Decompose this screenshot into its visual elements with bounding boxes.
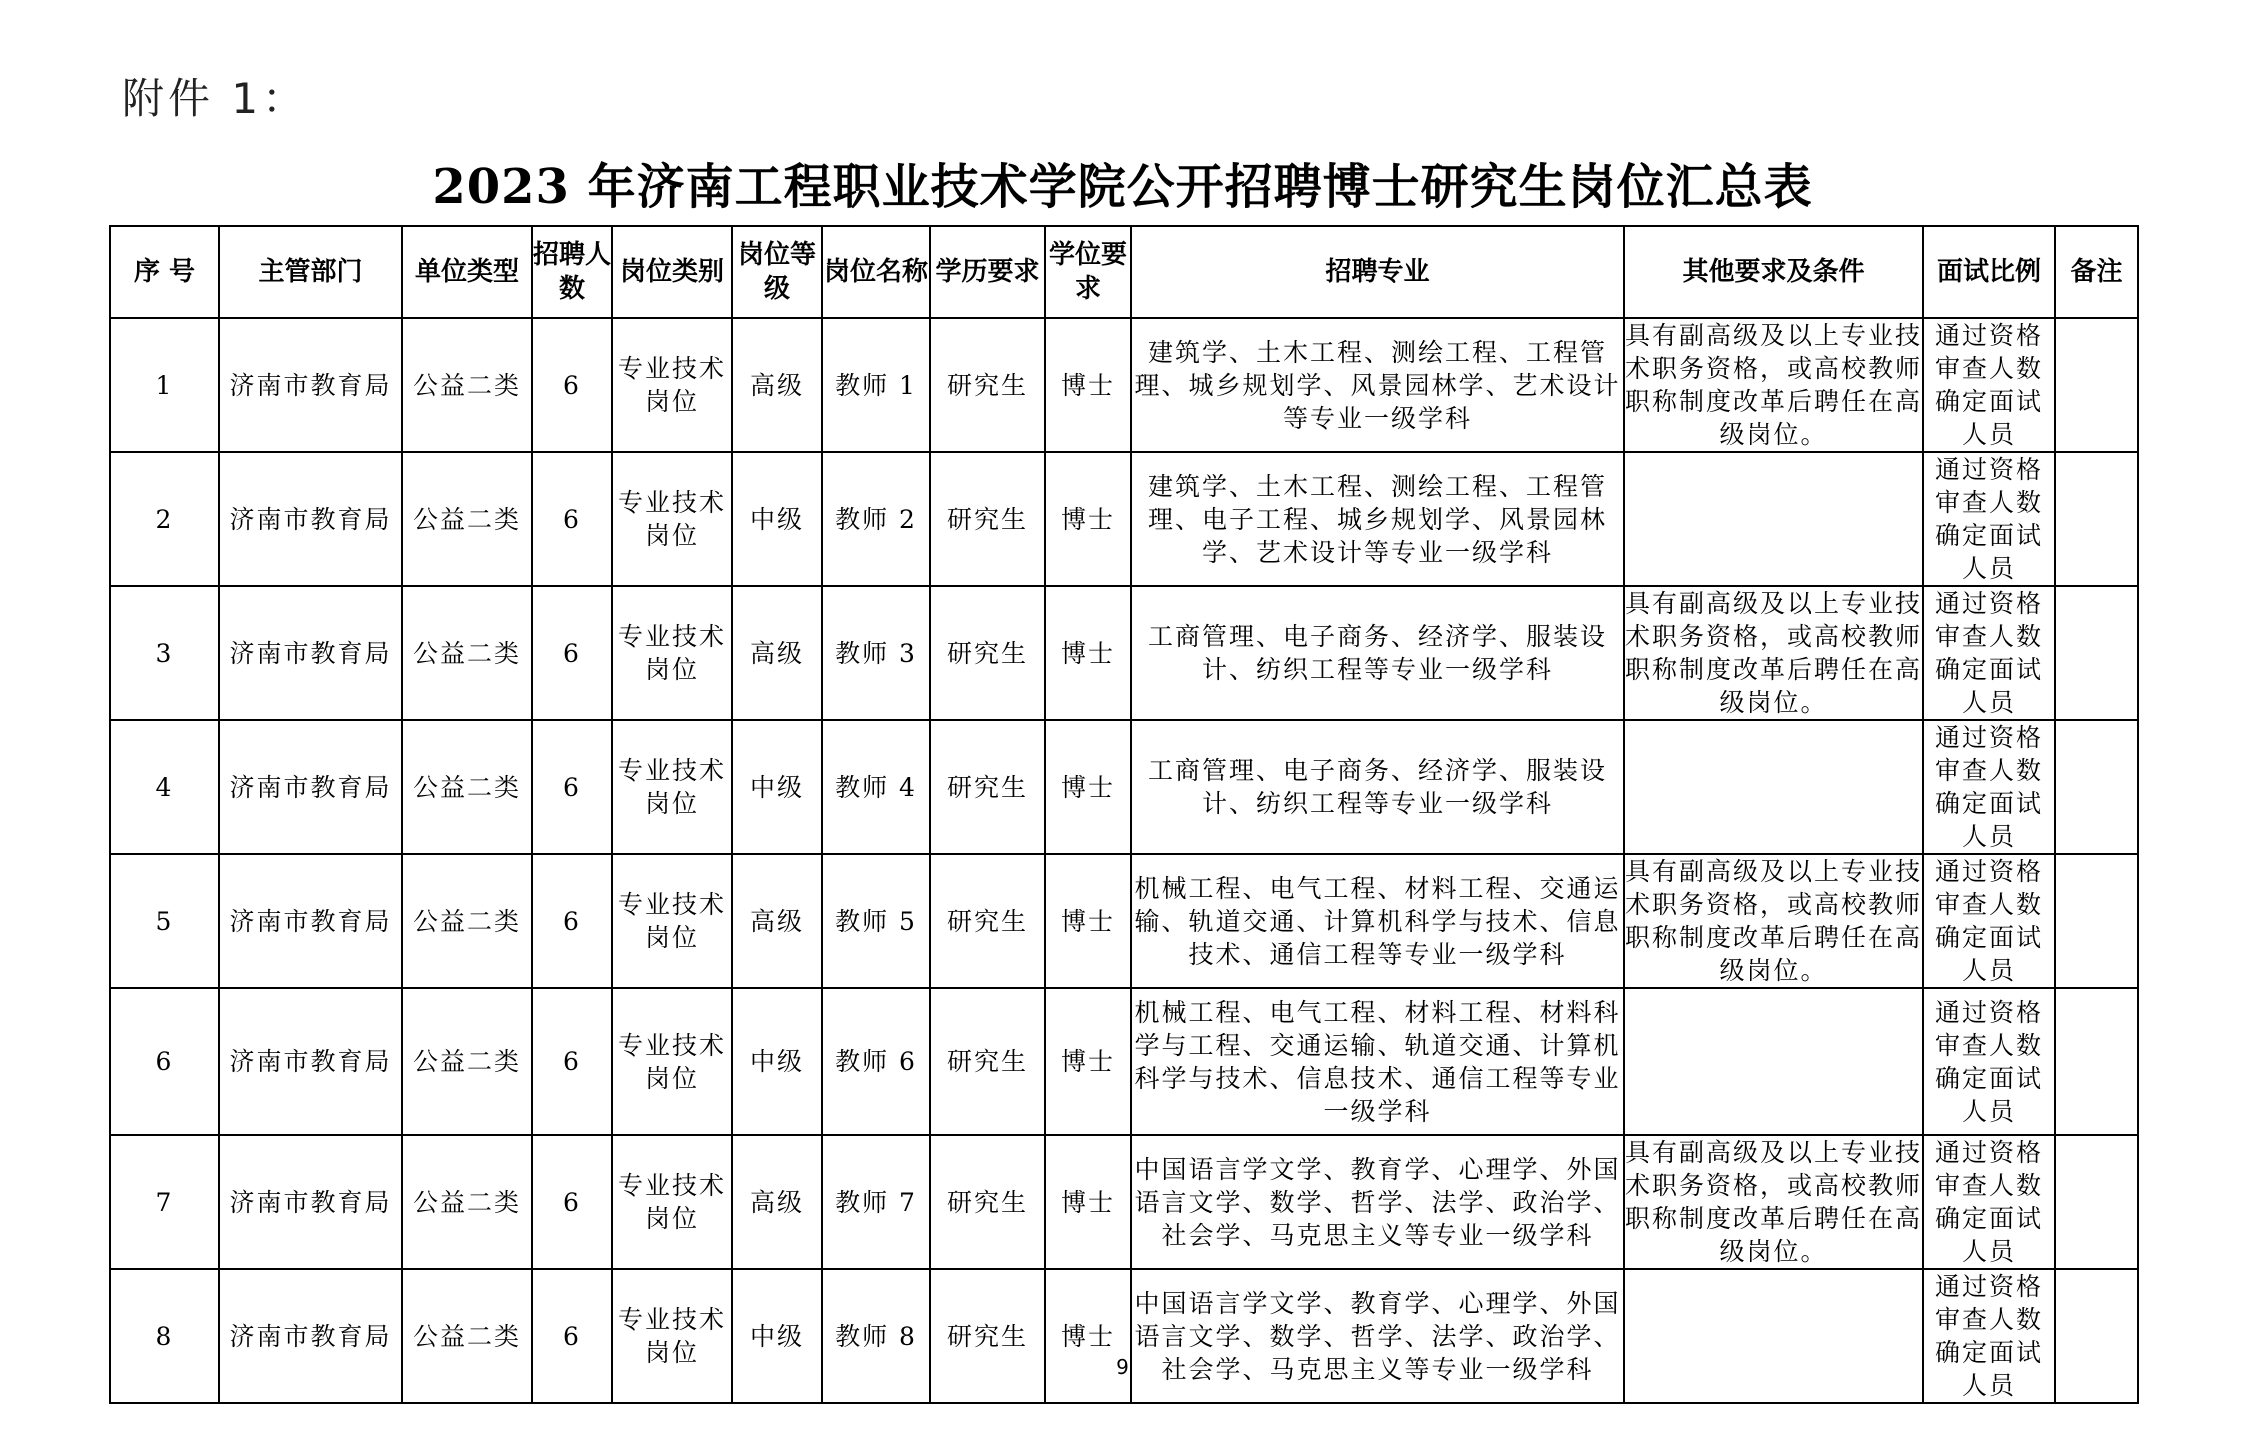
cell-post-name: 教师 2 xyxy=(822,452,930,586)
cell-education: 研究生 xyxy=(930,988,1045,1135)
cell-count: 6 xyxy=(532,318,612,452)
attachment-label: 附件 1： xyxy=(122,74,309,123)
cell-major: 中国语言学文学、教育学、心理学、外国语言文学、数学、哲学、法学、政治学、社会学、马克思主义等专业一级学科 xyxy=(1131,1135,1624,1269)
cell-note xyxy=(2055,988,2138,1135)
cell-note xyxy=(2055,1135,2138,1269)
cell-post-level: 高级 xyxy=(732,318,822,452)
cell-other: 具有副高级及以上专业技术职务资格，或高校教师职称制度改革后聘任在高级岗位。 xyxy=(1624,586,1923,720)
cell-post-level: 高级 xyxy=(732,1135,822,1269)
cell-education: 研究生 xyxy=(930,1269,1045,1403)
cell-seq: 7 xyxy=(110,1135,219,1269)
cell-post-name: 教师 1 xyxy=(822,318,930,452)
cell-education: 研究生 xyxy=(930,1135,1045,1269)
cell-count: 6 xyxy=(532,452,612,586)
cell-ratio: 通过资格审查人数确定面试人员 xyxy=(1923,1135,2055,1269)
cell-ratio: 通过资格审查人数确定面试人员 xyxy=(1923,318,2055,452)
cell-degree: 博士 xyxy=(1045,586,1131,720)
cell-count: 6 xyxy=(532,720,612,854)
cell-major: 机械工程、电气工程、材料工程、交通运输、轨道交通、计算机科学与技术、信息技术、通信工程等专业一级学科 xyxy=(1131,854,1624,988)
cell-ratio: 通过资格审查人数确定面试人员 xyxy=(1923,854,2055,988)
cell-seq: 3 xyxy=(110,586,219,720)
cell-post-category: 专业技术岗位 xyxy=(612,1269,732,1403)
table-row xyxy=(110,1135,2138,1269)
cell-education: 研究生 xyxy=(930,452,1045,586)
cell-other: 具有副高级及以上专业技术职务资格，或高校教师职称制度改革后聘任在高级岗位。 xyxy=(1624,1135,1923,1269)
cell-post-name: 教师 4 xyxy=(822,720,930,854)
header-ratio: 面试比例 xyxy=(1923,226,2055,318)
cell-count: 6 xyxy=(532,1135,612,1269)
cell-post-category: 专业技术岗位 xyxy=(612,586,732,720)
cell-post-category: 专业技术岗位 xyxy=(612,318,732,452)
cell-post-level: 中级 xyxy=(732,452,822,586)
cell-post-level: 中级 xyxy=(732,1269,822,1403)
table-row xyxy=(110,720,2138,854)
cell-note xyxy=(2055,586,2138,720)
cell-note xyxy=(2055,318,2138,452)
table-row xyxy=(110,318,2138,452)
table-row xyxy=(110,1269,2138,1403)
cell-ratio: 通过资格审查人数确定面试人员 xyxy=(1923,452,2055,586)
cell-seq: 8 xyxy=(110,1269,219,1403)
cell-post-category: 专业技术岗位 xyxy=(612,1135,732,1269)
cell-unit-type: 公益二类 xyxy=(402,720,532,854)
cell-post-level: 中级 xyxy=(732,988,822,1135)
cell-seq: 1 xyxy=(110,318,219,452)
cell-seq: 6 xyxy=(110,988,219,1135)
cell-post-level: 高级 xyxy=(732,854,822,988)
cell-education: 研究生 xyxy=(930,586,1045,720)
cell-post-category: 专业技术岗位 xyxy=(612,988,732,1135)
cell-unit-type: 公益二类 xyxy=(402,1135,532,1269)
cell-post-level: 中级 xyxy=(732,720,822,854)
header-post-name: 岗位名称 xyxy=(822,226,930,318)
cell-post-name: 教师 3 xyxy=(822,586,930,720)
cell-education: 研究生 xyxy=(930,854,1045,988)
cell-note xyxy=(2055,720,2138,854)
cell-other: 具有副高级及以上专业技术职务资格，或高校教师职称制度改革后聘任在高级岗位。 xyxy=(1624,854,1923,988)
header-post-level: 岗位等级 xyxy=(732,226,822,318)
header-post-category: 岗位类别 xyxy=(612,226,732,318)
cell-post-category: 专业技术岗位 xyxy=(612,452,732,586)
cell-major: 建筑学、土木工程、测绘工程、工程管理、城乡规划学、风景园林学、艺术设计等专业一级学科 xyxy=(1131,318,1624,452)
cell-degree: 博士 xyxy=(1045,854,1131,988)
cell-other xyxy=(1624,452,1923,586)
cell-ratio: 通过资格审查人数确定面试人员 xyxy=(1923,1269,2055,1403)
cell-post-name: 教师 5 xyxy=(822,854,930,988)
cell-dept: 济南市教育局 xyxy=(219,586,402,720)
cell-unit-type: 公益二类 xyxy=(402,1269,532,1403)
cell-post-name: 教师 8 xyxy=(822,1269,930,1403)
cell-other xyxy=(1624,1269,1923,1403)
cell-seq: 5 xyxy=(110,854,219,988)
cell-ratio: 通过资格审查人数确定面试人员 xyxy=(1923,586,2055,720)
table-row xyxy=(110,854,2138,988)
cell-other xyxy=(1624,988,1923,1135)
header-unit-type: 单位类型 xyxy=(402,226,532,318)
cell-post-category: 专业技术岗位 xyxy=(612,720,732,854)
cell-major: 中国语言学文学、教育学、心理学、外国语言文学、数学、哲学、法学、政治学、社会学、马克思主义等专业一级学科 xyxy=(1131,1269,1624,1403)
cell-major: 建筑学、土木工程、测绘工程、工程管理、电子工程、城乡规划学、风景园林学、艺术设计等专业一级学科 xyxy=(1131,452,1624,586)
cell-post-name: 教师 7 xyxy=(822,1135,930,1269)
cell-dept: 济南市教育局 xyxy=(219,1269,402,1403)
cell-ratio: 通过资格审查人数确定面试人员 xyxy=(1923,988,2055,1135)
cell-major: 工商管理、电子商务、经济学、服装设计、纺织工程等专业一级学科 xyxy=(1131,720,1624,854)
cell-seq: 4 xyxy=(110,720,219,854)
cell-unit-type: 公益二类 xyxy=(402,586,532,720)
table-header-row xyxy=(110,226,2138,318)
cell-dept: 济南市教育局 xyxy=(219,854,402,988)
page-title: 2023 年济南工程职业技术学院公开招聘博士研究生岗位汇总表 xyxy=(432,159,1813,215)
cell-unit-type: 公益二类 xyxy=(402,854,532,988)
table-row xyxy=(110,988,2138,1135)
cell-count: 6 xyxy=(532,988,612,1135)
cell-dept: 济南市教育局 xyxy=(219,318,402,452)
header-major: 招聘专业 xyxy=(1131,226,1624,318)
header-other: 其他要求及条件 xyxy=(1624,226,1923,318)
table-row xyxy=(110,452,2138,586)
positions-table xyxy=(109,225,2139,1404)
cell-education: 研究生 xyxy=(930,318,1045,452)
cell-dept: 济南市教育局 xyxy=(219,720,402,854)
cell-major: 机械工程、电气工程、材料工程、材料科学与工程、交通运输、轨道交通、计算机科学与技术、信息技术、通信工程等专业一级学科 xyxy=(1131,988,1624,1135)
cell-other: 具有副高级及以上专业技术职务资格，或高校教师职称制度改革后聘任在高级岗位。 xyxy=(1624,318,1923,452)
cell-degree: 博士 xyxy=(1045,452,1131,586)
cell-ratio: 通过资格审查人数确定面试人员 xyxy=(1923,720,2055,854)
cell-post-name: 教师 6 xyxy=(822,988,930,1135)
cell-note xyxy=(2055,1269,2138,1403)
cell-dept: 济南市教育局 xyxy=(219,1135,402,1269)
cell-unit-type: 公益二类 xyxy=(402,452,532,586)
cell-dept: 济南市教育局 xyxy=(219,452,402,586)
cell-note xyxy=(2055,452,2138,586)
page-number: 9 xyxy=(1116,1355,1129,1379)
cell-dept: 济南市教育局 xyxy=(219,988,402,1135)
cell-degree: 博士 xyxy=(1045,720,1131,854)
cell-count: 6 xyxy=(532,586,612,720)
cell-count: 6 xyxy=(532,854,612,988)
cell-degree: 博士 xyxy=(1045,1269,1131,1403)
cell-unit-type: 公益二类 xyxy=(402,988,532,1135)
header-dept: 主管部门 xyxy=(219,226,402,318)
cell-count: 6 xyxy=(532,1269,612,1403)
cell-post-category: 专业技术岗位 xyxy=(612,854,732,988)
cell-note xyxy=(2055,854,2138,988)
table-row xyxy=(110,586,2138,720)
header-note: 备注 xyxy=(2055,226,2138,318)
cell-unit-type: 公益二类 xyxy=(402,318,532,452)
header-count: 招聘人数 xyxy=(532,226,612,318)
header-degree: 学位要求 xyxy=(1045,226,1131,318)
cell-degree: 博士 xyxy=(1045,988,1131,1135)
header-education: 学历要求 xyxy=(930,226,1045,318)
header-seq: 序 号 xyxy=(110,226,219,318)
cell-degree: 博士 xyxy=(1045,318,1131,452)
cell-degree: 博士 xyxy=(1045,1135,1131,1269)
cell-major: 工商管理、电子商务、经济学、服装设计、纺织工程等专业一级学科 xyxy=(1131,586,1624,720)
cell-education: 研究生 xyxy=(930,720,1045,854)
cell-seq: 2 xyxy=(110,452,219,586)
cell-post-level: 高级 xyxy=(732,586,822,720)
cell-other xyxy=(1624,720,1923,854)
